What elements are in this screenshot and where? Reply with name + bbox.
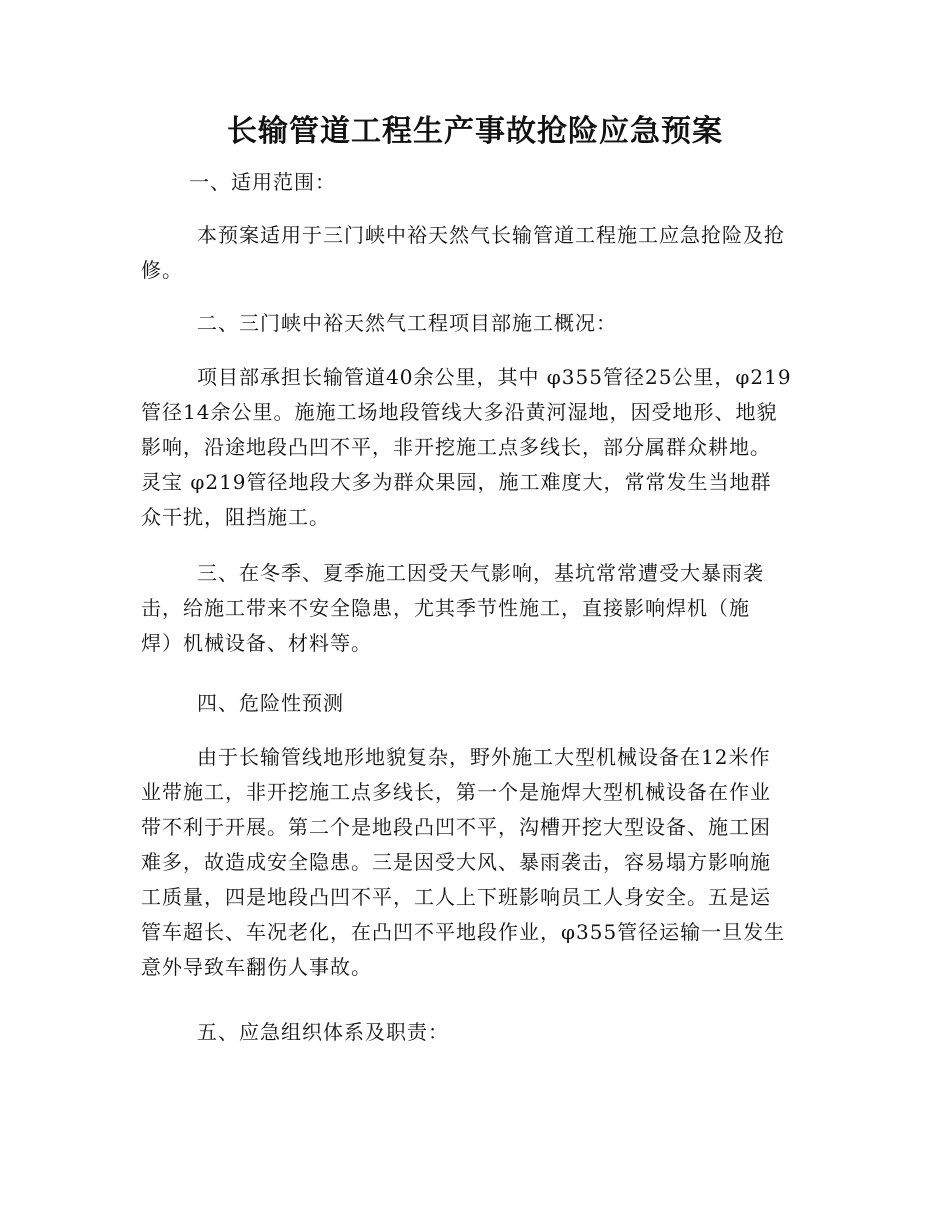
text-line: 击，给施工带来不安全隐患，尤其季节性施工，直接影响焊机（施 <box>141 596 750 620</box>
text-line: 修。 <box>141 258 183 282</box>
text-line: 四、危险性预测 <box>197 691 344 715</box>
section-heading-overview <box>141 306 813 341</box>
section-heading-organization <box>141 1015 813 1050</box>
text-line: 五、应急组织体系及职责： <box>197 1020 449 1044</box>
text-line: 管车超长、车况老化，在凸凹不平地段作业，φ355管径运输一旦发生 <box>141 920 786 944</box>
text-line: 由于长输管线地形地貌复杂，野外施工大型机械设备在12米作 <box>197 745 771 769</box>
text-line: 工质量，四是地段凸凹不平，工人上下班影响员工人身安全。五是运 <box>141 885 771 909</box>
section-heading-scope <box>141 165 813 200</box>
text-line: 焊）机械设备、材料等。 <box>141 631 372 655</box>
text-line: 项目部承担长输管道40余公里，其中 φ355管径25公里，φ219 <box>197 365 792 389</box>
paragraph-scope <box>141 218 813 288</box>
text-line: 三、在冬季、夏季施工因受天气影响，基坑常常遭受大暴雨袭 <box>197 561 764 585</box>
text-line: 难多，故造成安全隐患。三是因受大风、暴雨袭击，容易塌方影响施 <box>141 850 771 874</box>
text-line: 影响，沿途地段凸凹不平，非开挖施工点多线长，部分属群众耕地。 <box>141 435 771 459</box>
text-line: 业带施工，非开挖施工点多线长，第一个是施焊大型机械设备在作业 <box>141 780 771 804</box>
paragraph-overview <box>141 360 813 535</box>
text-line: 带不利于开展。第二个是地段凸凹不平，沟槽开挖大型设备、施工困 <box>141 815 771 839</box>
text-line: 灵宝 φ219管径地段大多为群众果园，施工难度大，常常发生当地群 <box>141 470 772 494</box>
text-line: 管径14余公里。施施工场地段管线大多沿黄河湿地，因受地形、地貌 <box>141 400 778 424</box>
paragraph-risk <box>141 740 813 985</box>
text-line: 意外导致车翻伤人事故。 <box>141 955 372 979</box>
text-line: 一、适用范围： <box>189 170 336 194</box>
text-line: 众干扰，阻挡施工。 <box>141 505 330 529</box>
section-heading-risk <box>141 686 813 721</box>
document-title: 长输管道工程生产事故抢险应急预案 <box>227 114 723 149</box>
paragraph-weather <box>141 556 813 661</box>
text-line: 本预案适用于三门峡中裕天然气长输管道工程施工应急抢险及抢 <box>197 223 785 247</box>
text-line: 二、三门峡中裕天然气工程项目部施工概况： <box>197 311 617 335</box>
